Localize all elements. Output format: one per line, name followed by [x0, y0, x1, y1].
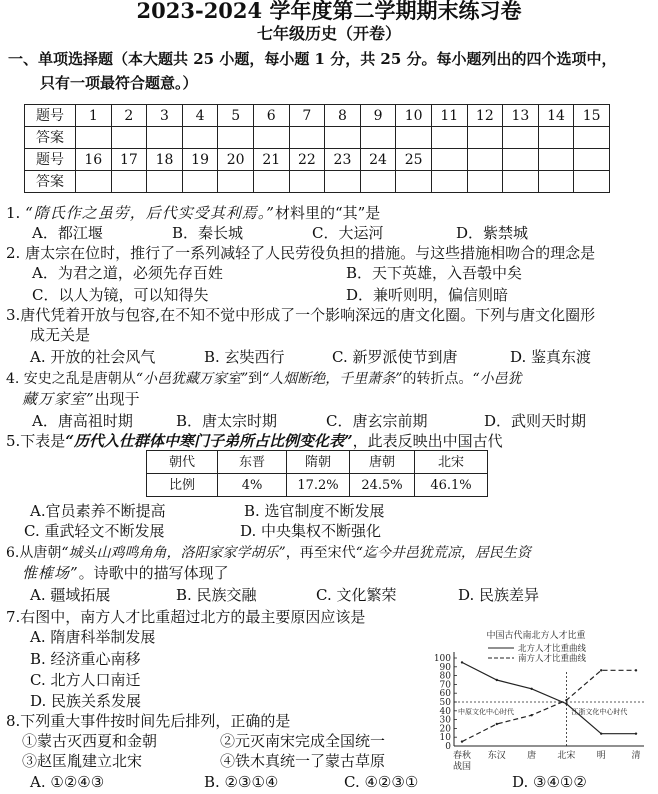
- question-6-stem-cont: 惟榷场”。诗歌中的描写体现了: [22, 564, 229, 582]
- question-number: 11: [431, 105, 467, 127]
- question-7-stem: 7.右图中，南方人才比重超过北方的最主要原因应该是: [6, 608, 366, 626]
- x-tick-label: 唐: [527, 751, 537, 761]
- y-tick-label: 90: [439, 662, 451, 673]
- question-3-stem-cont: 成无关是: [30, 326, 91, 344]
- answer-cell[interactable]: [253, 127, 289, 149]
- question-number: 10: [396, 105, 432, 127]
- question-number: 1: [76, 105, 112, 127]
- answer-cell[interactable]: [360, 127, 396, 149]
- paper-title: 2023-2024 学年度第二学期期末练习卷: [136, 0, 522, 23]
- table-cell: 17.2%: [287, 474, 350, 497]
- table-header-cell: 唐朝: [350, 451, 415, 474]
- option-a[interactable]: A. ①②④③: [30, 773, 105, 791]
- x-tick-label: 清: [631, 751, 641, 761]
- question-number: 16: [76, 149, 112, 171]
- option-c[interactable]: C．大运河: [312, 224, 384, 242]
- question-number: 20: [218, 149, 254, 171]
- table-row: [147, 474, 488, 497]
- answer-table-row: [25, 149, 610, 171]
- y-tick-label: 10: [439, 733, 451, 744]
- empty-cell: [574, 171, 610, 193]
- option-b[interactable]: B. ②③①④: [204, 773, 279, 791]
- question-number: 19: [182, 149, 218, 171]
- x-tick-label: 北宋: [557, 751, 576, 761]
- option-a[interactable]: A．唐高祖时期: [32, 412, 133, 430]
- north-series-line: [462, 662, 636, 733]
- x-tick-label: 春秋: [452, 751, 472, 761]
- answer-cell[interactable]: [182, 127, 218, 149]
- question-number: 8: [325, 105, 361, 127]
- table-row: [147, 451, 488, 474]
- table-header-cell: 东晋: [218, 451, 287, 474]
- question-4-stem: 4. 安史之乱是唐朝从“小邑犹藏万家室”到“人烟断绝，千里萧条”的转折点。“小邑犹: [6, 371, 522, 387]
- x-tick-label: 战国: [452, 762, 472, 772]
- answer-cell[interactable]: [76, 127, 112, 149]
- question-1-stem: 1. “隋氏作之虽劳，后代实受其利焉。”材料里的“其”是: [6, 204, 381, 222]
- row-label: 题号: [25, 105, 76, 127]
- answer-table-row: [25, 171, 610, 193]
- question-2-stem: 2. 唐太宗在位时，推行了一系列减轻了人民劳役负担的措施。与这些措施相吻合的理念是: [6, 244, 596, 262]
- option-b[interactable]: B. 玄奘西行: [204, 348, 285, 366]
- question-number: 18: [147, 149, 183, 171]
- option-c[interactable]: C. ④②③①: [344, 773, 419, 791]
- option-b[interactable]: B. 经济重心南移: [30, 650, 141, 668]
- north-data-point: [496, 679, 498, 681]
- option-d[interactable]: D. ③④①②: [512, 773, 587, 791]
- south-data-point: [635, 669, 637, 671]
- answer-cell[interactable]: [111, 171, 147, 193]
- option-c[interactable]: C. 新罗派使节到唐: [332, 348, 458, 366]
- option-c[interactable]: C. 北方人口南迁: [30, 671, 141, 689]
- question-number: 13: [503, 105, 539, 127]
- south-data-point: [461, 740, 463, 742]
- north-data-point: [565, 703, 567, 705]
- answer-cell[interactable]: [431, 127, 467, 149]
- y-tick-label: 30: [439, 715, 451, 726]
- option-b[interactable]: B. 选官制度不断发展: [244, 502, 385, 520]
- y-tick-label: 50: [439, 698, 451, 708]
- answer-cell[interactable]: [396, 171, 432, 193]
- option-b[interactable]: B．唐太宗时期: [176, 412, 278, 430]
- question-number: 4: [182, 105, 218, 127]
- question-number: 21: [253, 149, 289, 171]
- option-d[interactable]: D．武则天时期: [484, 412, 587, 430]
- chart-annotation: 中原文化中心时代: [458, 708, 514, 716]
- table-cell: 24.5%: [350, 474, 415, 497]
- question-number: 9: [360, 105, 396, 127]
- question-number: 14: [538, 105, 574, 127]
- option-c[interactable]: C．唐玄宗前期: [326, 412, 428, 430]
- empty-cell: [467, 149, 503, 171]
- answer-cell[interactable]: [325, 171, 361, 193]
- empty-cell: [538, 149, 574, 171]
- answer-table-row: [25, 127, 610, 149]
- option-b[interactable]: B．天下英雄，入吾彀中矣: [346, 264, 523, 282]
- y-tick-label: 20: [439, 724, 451, 735]
- south-data-point: [565, 699, 567, 701]
- y-tick-label: 80: [439, 671, 451, 682]
- answer-cell[interactable]: [76, 171, 112, 193]
- chart-title: 中国古代南北方人才比重: [486, 631, 586, 641]
- table-header-cell: 北宋: [415, 451, 488, 474]
- question-5-stem: 5.下表是“历代入仕群体中寒门子弟所占比例变化表”，此表反映出中国古代: [6, 432, 503, 450]
- section-heading: 一、单项选择题（本大题共 25 小题，每小题 1 分，共 25 分。每小题列出的四个选项中，: [8, 50, 617, 68]
- question-8-stem: 8.下列重大事件按时间先后排列，正确的是: [6, 712, 291, 730]
- answer-cell[interactable]: [147, 171, 183, 193]
- empty-cell: [574, 149, 610, 171]
- option-c[interactable]: C. 文化繁荣: [316, 586, 397, 604]
- answer-cell[interactable]: [218, 127, 254, 149]
- talent-ratio-chart: [418, 628, 654, 794]
- table-header-cell: 隋朝: [287, 451, 350, 474]
- table-cell: 4%: [218, 474, 287, 497]
- south-data-point: [600, 669, 602, 671]
- question-number: 25: [396, 149, 432, 171]
- paper-subtitle: 七年级历史（开卷）: [256, 24, 401, 43]
- event-item: ①蒙古灭西夏和金朝: [22, 732, 158, 750]
- legend-label: 南方人才比重曲线: [518, 654, 587, 664]
- y-tick-label: 70: [439, 680, 451, 691]
- section-heading-cont: 只有一项最符合题意。）: [40, 74, 198, 92]
- x-tick-label: 东汉: [487, 751, 506, 761]
- event-item: ③赵匡胤建立北宋: [22, 752, 143, 770]
- event-item: ②元灭南宋完成全国统一: [220, 732, 386, 750]
- question-3-stem: 3.唐代凭着开放与包容,在不知不觉中形成了一个影响深远的唐文化圈。下列与唐文化圈形: [6, 306, 596, 324]
- question-number: 7: [289, 105, 325, 127]
- question-quote: “隋氏作之虽劳，后代实受其利焉。”: [25, 204, 275, 222]
- table-header-cell: 朝代: [147, 451, 218, 474]
- x-tick-label: 明: [596, 751, 606, 761]
- option-a[interactable]: A．都江堰: [32, 224, 103, 242]
- option-b[interactable]: B. 民族交融: [176, 586, 257, 604]
- answer-cell[interactable]: [503, 127, 539, 149]
- question-number: 2: [111, 105, 147, 127]
- option-a[interactable]: A. 疆域拓展: [30, 586, 111, 604]
- table-cell: 46.1%: [415, 474, 488, 497]
- table-row-label: 比例: [147, 474, 218, 497]
- question-number: 23: [325, 149, 361, 171]
- option-d[interactable]: D．兼听则明，偏信则暗: [346, 286, 509, 304]
- question-number: 5: [218, 105, 254, 127]
- option-c[interactable]: C．以人为镜，可以知得失: [32, 286, 209, 304]
- option-d[interactable]: D. 中央集权不断强化: [240, 522, 382, 540]
- answer-cell[interactable]: [111, 127, 147, 149]
- answer-cell[interactable]: [396, 127, 432, 149]
- empty-cell: [538, 171, 574, 193]
- south-data-point: [496, 723, 498, 725]
- empty-cell: [503, 171, 539, 193]
- option-d[interactable]: D．紫禁城: [456, 224, 529, 242]
- answer-cell[interactable]: [289, 127, 325, 149]
- row-label: 答案: [25, 171, 76, 193]
- question-6-stem: 6.从唐朝“城头山鸡鸣角角，洛阳家家学胡乐”，再至宋代“迄今井邑犹荒凉，居民生资: [6, 545, 531, 561]
- event-item: ④铁木真统一了蒙古草原: [220, 752, 386, 770]
- answer-cell[interactable]: [218, 171, 254, 193]
- question-number: 15: [574, 105, 610, 127]
- option-d[interactable]: D. 民族关系发展: [30, 692, 142, 710]
- empty-cell: [431, 149, 467, 171]
- row-label: 题号: [25, 149, 76, 171]
- ratio-table: [146, 450, 488, 497]
- question-number: 17: [111, 149, 147, 171]
- answer-cell[interactable]: [182, 171, 218, 193]
- north-data-point: [530, 688, 532, 690]
- legend-label: 北方人才比重曲线: [518, 644, 587, 654]
- answer-table-row: [25, 105, 610, 127]
- question-4-stem-cont: 藏万家室”出现于: [22, 390, 140, 408]
- y-tick-label: 40: [439, 706, 451, 717]
- answer-cell[interactable]: [360, 171, 396, 193]
- option-b[interactable]: B．秦长城: [172, 224, 244, 242]
- y-tick-label: 100: [433, 654, 451, 664]
- option-d[interactable]: D. 鉴真东渡: [510, 348, 592, 366]
- option-c[interactable]: C. 重武轻文不断发展: [24, 522, 165, 540]
- answer-table: [24, 104, 610, 193]
- question-number: 24: [360, 149, 396, 171]
- question-number: 6: [253, 105, 289, 127]
- north-data-point: [600, 732, 602, 734]
- answer-cell[interactable]: [325, 127, 361, 149]
- question-number: 22: [289, 149, 325, 171]
- south-data-point: [530, 714, 532, 716]
- south-series-line: [462, 670, 636, 741]
- empty-cell: [431, 171, 467, 193]
- answer-cell[interactable]: [574, 127, 610, 149]
- y-tick-label: 0: [445, 742, 451, 752]
- answer-cell[interactable]: [289, 171, 325, 193]
- answer-cell[interactable]: [147, 127, 183, 149]
- empty-cell: [467, 171, 503, 193]
- north-data-point: [635, 732, 637, 734]
- question-number: 3: [147, 105, 183, 127]
- answer-cell[interactable]: [253, 171, 289, 193]
- option-a[interactable]: A．为君之道，必须先存百姓: [32, 264, 223, 282]
- chart-annotation: 江浙文化中心时代: [571, 708, 628, 716]
- empty-cell: [503, 149, 539, 171]
- option-a[interactable]: A.官员素养不断提高: [30, 502, 166, 520]
- answer-cell[interactable]: [538, 127, 574, 149]
- question-number: 12: [467, 105, 503, 127]
- row-label: 答案: [25, 127, 76, 149]
- answer-cell[interactable]: [467, 127, 503, 149]
- north-data-point: [461, 661, 463, 663]
- option-a[interactable]: A. 隋唐科举制发展: [30, 628, 156, 646]
- option-d[interactable]: D. 民族差异: [458, 586, 540, 604]
- y-tick-label: 60: [439, 689, 451, 700]
- option-a[interactable]: A. 开放的社会风气: [30, 348, 156, 366]
